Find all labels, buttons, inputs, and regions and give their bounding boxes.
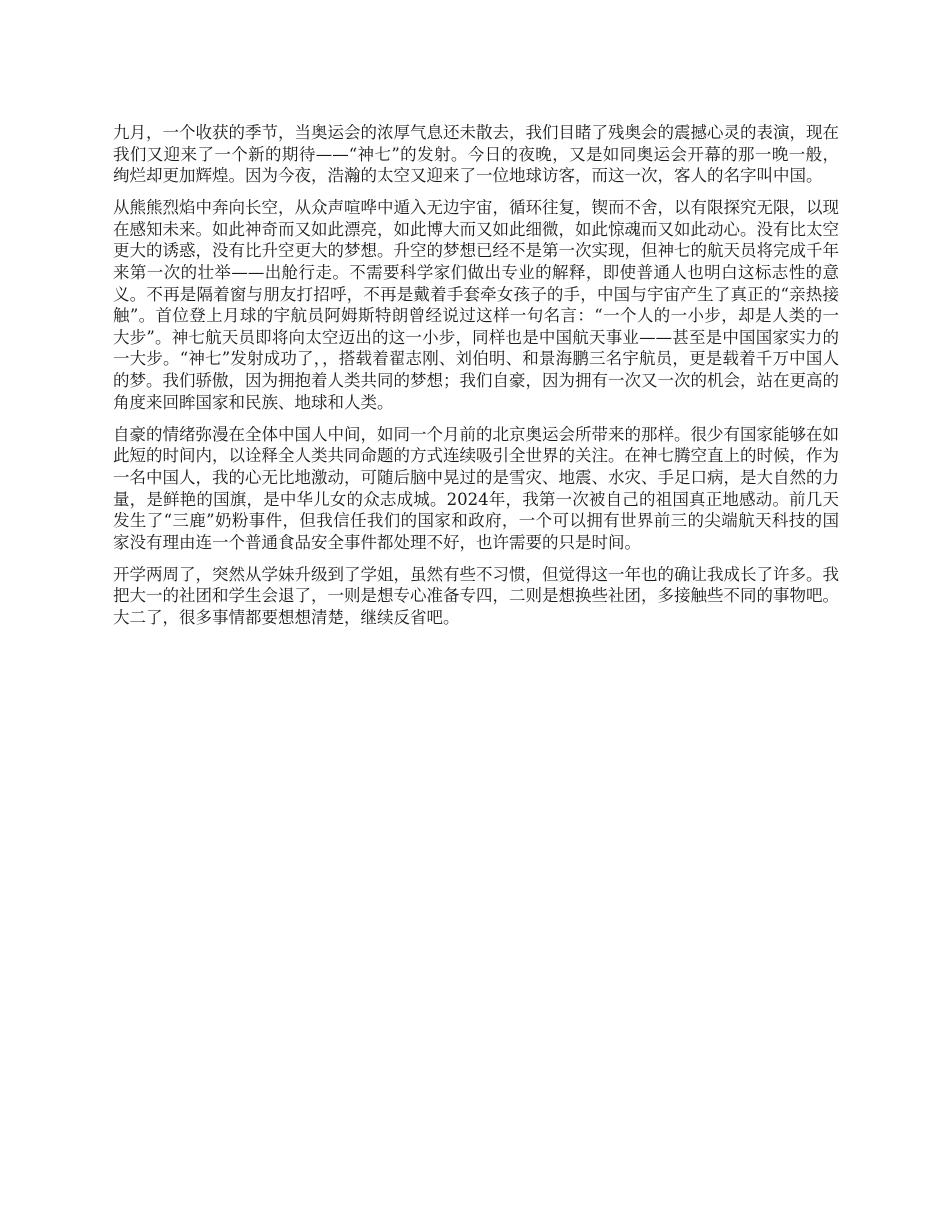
document-body	[113, 122, 839, 639]
paragraph-1: 九月，一个收获的季节，当奥运会的浓厚气息还未散去，我们目睹了残奥会的震撼心灵的表演，现在我们又迎来了一个新的期待——“神七”的发射。今日的夜晚，又是如同奥运会开幕的那一晚一般，绚烂却更加辉煌。因为今夜，浩瀚的太空又迎来了一位地球访客，而这一次，客人的名字叫中国。	[113, 123, 839, 186]
paragraph-2: 从熊熊烈焰中奔向长空，从众声喧哗中遁入无边宇宙，循环往复，锲而不舍，以有限探究无限，以现在感知未来。如此神奇而又如此漂亮，如此博大而又如此细微，如此惊魂而又如此动心。没有比太空更大的诱惑，没有比升空更大的梦想。升空的梦想已经不是第一次实现，但神七的航天员将完成千年来第一次的壮举——出舱行走。不需要科学家们做出专业的解释，即使普通人也明白这标志性的意义。不再是隔着窗与朋友打招呼，不再是戴着手套牵女孩子的手，中国与宇宙产生了真正的“亲热接触”。首位登上月球的宇航员阿姆斯特朗曾经说过这样一句名言：“一个人的一小步，却是人类的一大步”。神七航天员即将向太空迈出的这一小步，同样也是中国航天事业——甚至是中国国家实力的一大步。“神七”发射成功了，，搭载着翟志刚、刘伯明、和景海鹏三名宇航员，更是载着千万中国人的梦。我们骄傲，因为拥抱着人类共同的梦想；我们自豪，因为拥有一次又一次的机会，站在更高的角度来回眸国家和民族、地球和人类。	[113, 198, 839, 412]
paragraph-4: 开学两周了，突然从学妹升级到了学姐，虽然有些不习惯，但觉得这一年也的确让我成长了许多。我把大一的社团和学生会退了，一则是想专心准备专四，二则是想换些社团，多接触些不同的事物吧。大二了，很多事情都要想想清楚，继续反省吧。	[113, 564, 839, 627]
paragraph-3: 自豪的情绪弥漫在全体中国人中间，如同一个月前的北京奥运会所带来的那样。很少有国家能够在如此短的时间内，以诠释全人类共同命题的方式连续吸引全世界的关注。在神七腾空直上的时候，作为一名中国人，我的心无比地激动，可随后脑中晃过的是雪灾、地震、水灾、手足口病，是大自然的力量，是鲜艳的国旗，是中华儿女的众志成城。2024年，我第一次被自己的祖国真正地感动。前几天发生了“三鹿”奶粉事件，但我信任我们的国家和政府，一个可以拥有世界前三的尖端航天科技的国家没有理由连一个普通食品安全事件都处理不好，也许需要的只是时间。	[113, 424, 839, 552]
